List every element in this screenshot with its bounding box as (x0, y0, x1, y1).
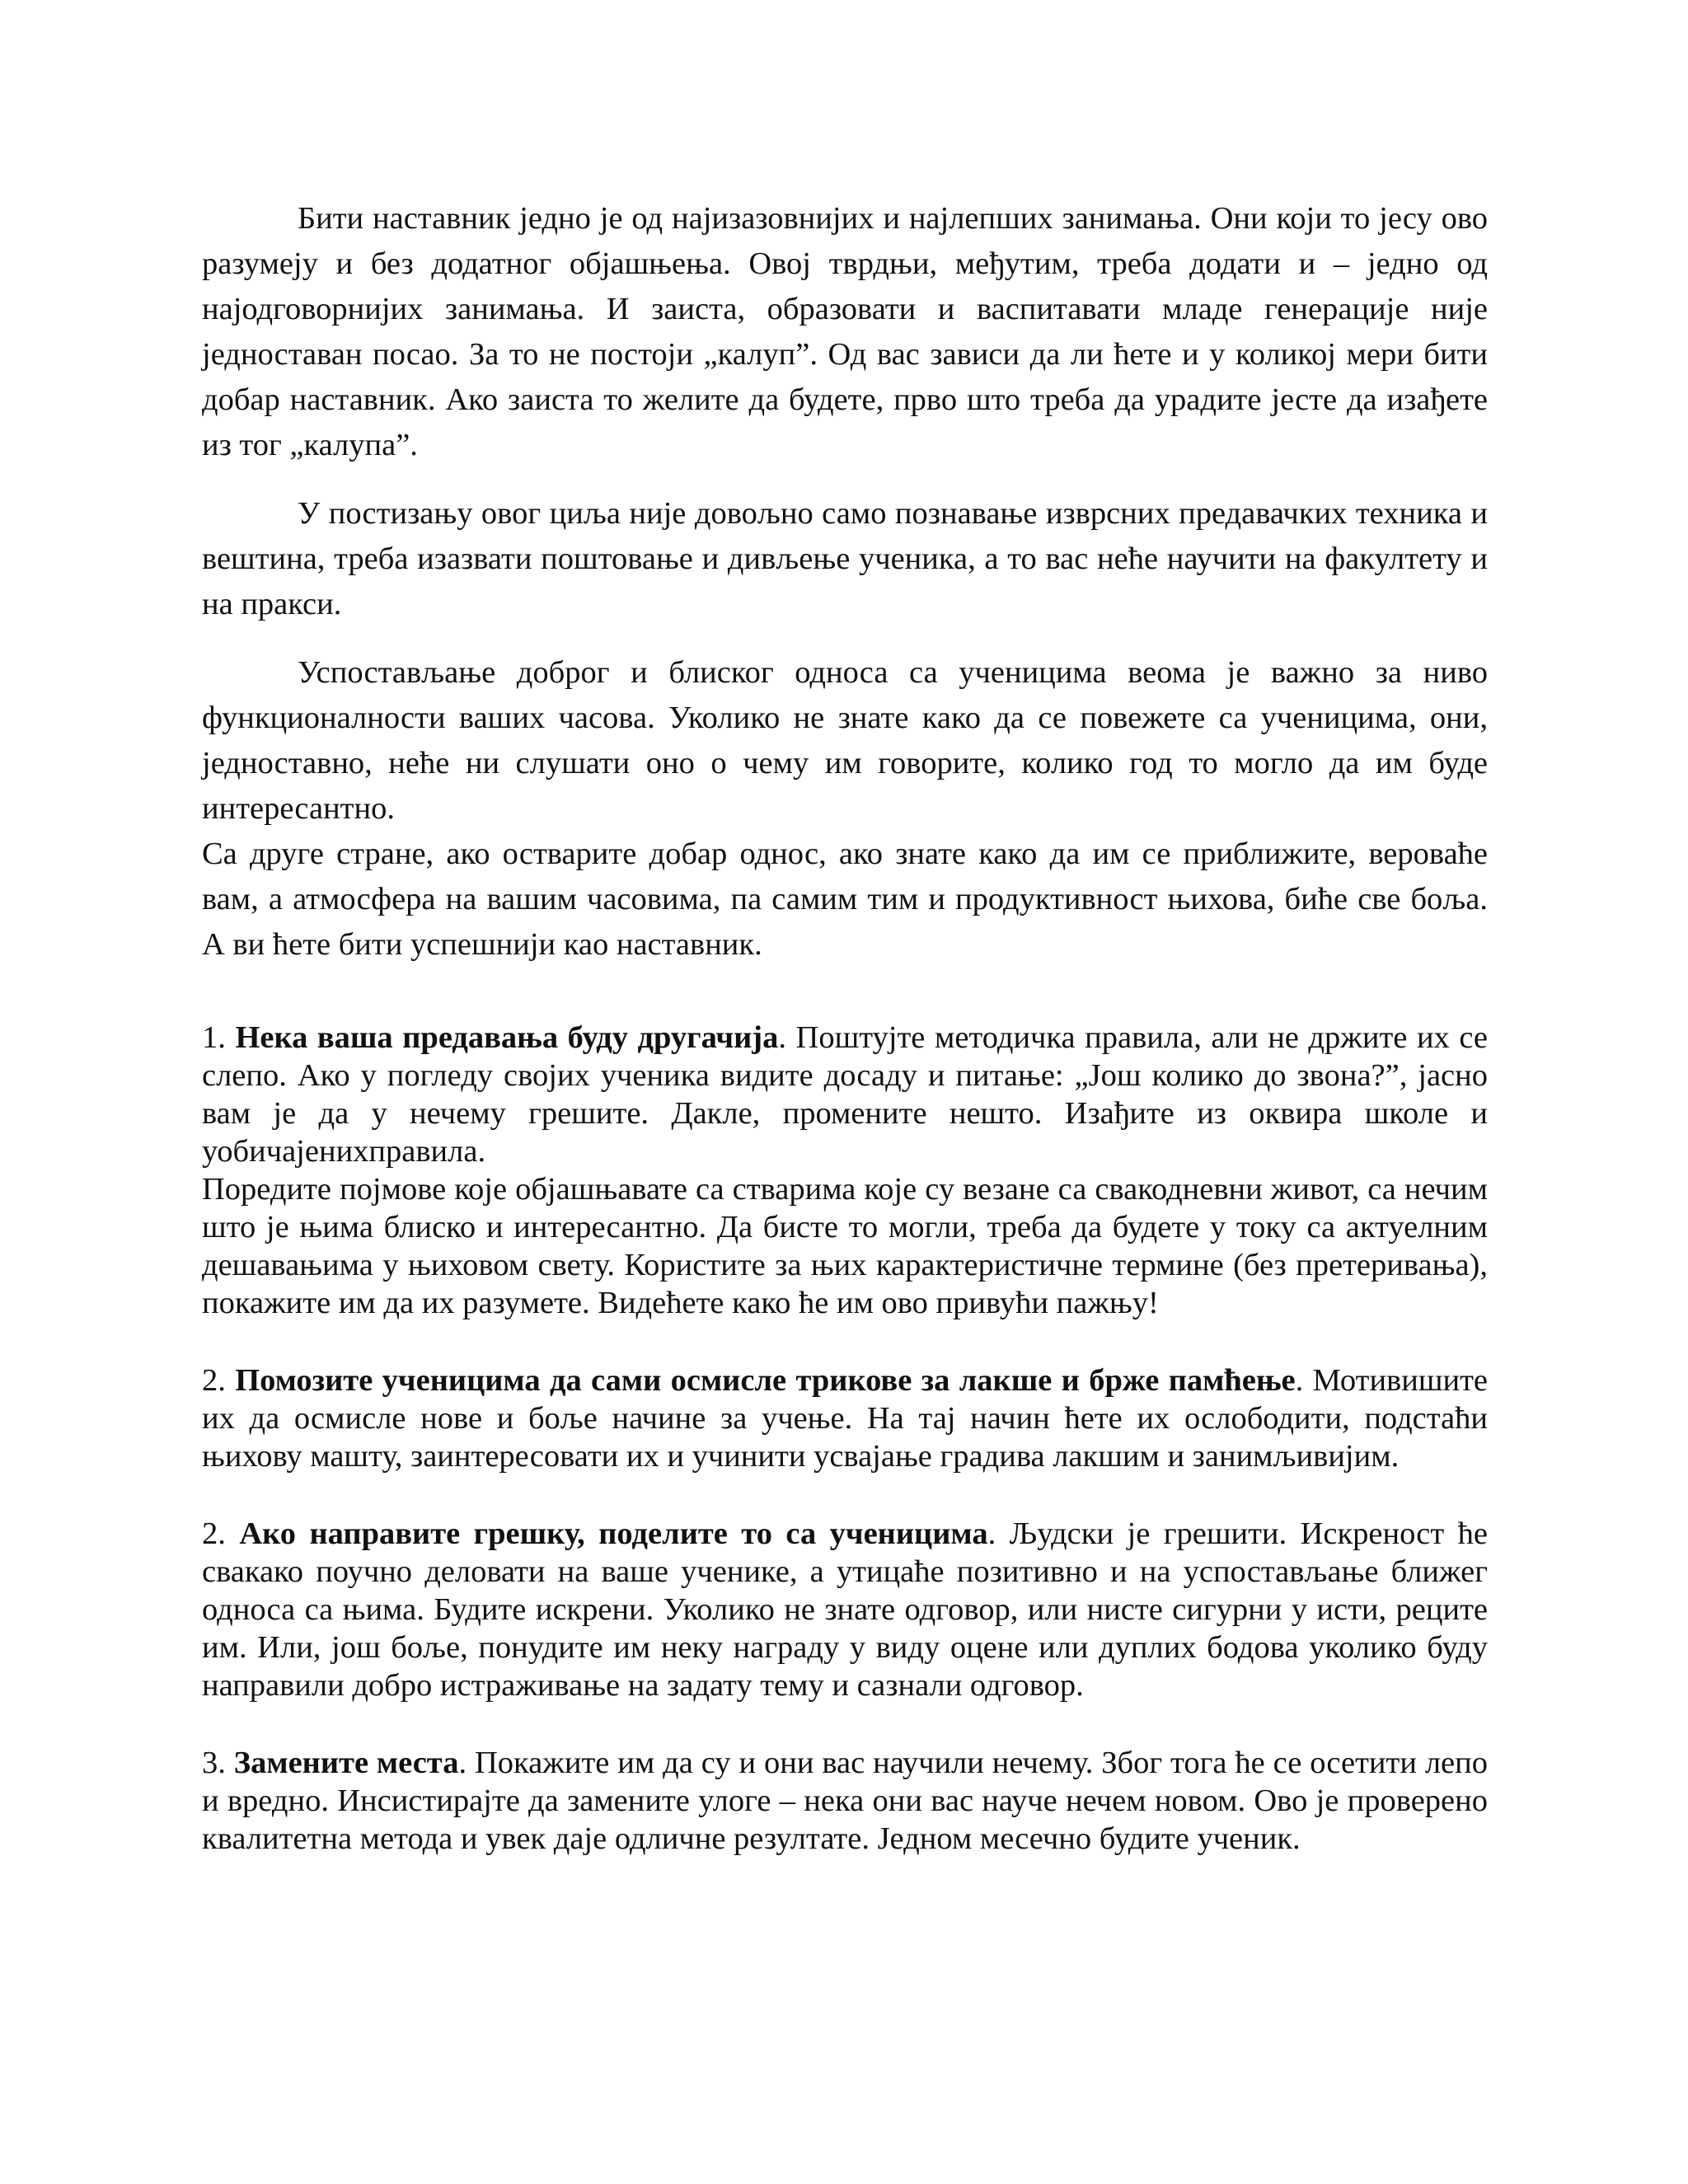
document-body (202, 196, 1488, 1858)
tips-list (202, 1019, 1488, 1858)
item-body: . Мотивишите их да осмисле нове и боље начине за учење. На тај начин ћете их ослободити, подстаћи њихову машту, заинтересовати их и учинити усвајање градива лакшим и занимљивијим. (202, 1363, 1488, 1474)
paragraph: Са друге стране, ако остварите добар однос, ако знате како да им се приближите, вероваће вам, а атмосфера на вашим часовима, па самим тим и продуктивност њихова, биће све боља. А ви ћете бити успешнији као наставник. (202, 837, 1488, 962)
list-item (202, 1361, 1488, 1475)
item-number: 1. (202, 1020, 226, 1055)
list-item-text (202, 1515, 1488, 1704)
list-item-extra: Поредите појмове које објашњавате са стварима које су везане са свакодневни живот, са нечим што је њима блиско и интересантно. Да бисте то могли, треба да будете у току са актуелним дешавањима у њиховом свету. Користите за њих карактеристичне термине (без претеривања), покажите им да их разумете. Видећете како ће им ово привући пажњу! (202, 1172, 1488, 1320)
item-body: . Покажите им да су и они вас научили нечему. Због тога ће се осетити лепо и вредно. Инсистирајте да замените улоге – нека они вас науче нечем новом. Ово је проверено квалитетна метода и увек даје одличне резултате. Једном месечно будите ученик. (202, 1746, 1488, 1856)
list-item-text (202, 1019, 1488, 1170)
item-number: 2. (202, 1516, 226, 1551)
list-item-text (202, 1361, 1488, 1475)
paragraph: У постизању овог циља није довољно само познавање изврсних предавачких техника и вештина, треба изазвати поштовање и дивљење ученика, а то вас неће научити на факултету и на пракси. (202, 496, 1488, 621)
item-title: Помозите ученицима да сами осмисле трикове за лакше и брже памћење (235, 1363, 1296, 1398)
item-number: 2. (202, 1363, 226, 1398)
item-body: . Поштујте методичка правила, али не држите их се слепо. Ако у погледу својих ученика видите досаду и питање: „Још колико до звона?”, јасно вам је да у нечему грешите. Дакле, промените нешто. Изађите из оквира школе и уобичајенихправила. (202, 1020, 1489, 1169)
item-title: Ако направите грешку, поделите то са ученицима (239, 1516, 988, 1551)
paragraph: Успостављање доброг и блиског односа са ученицима веома је важно за ниво функционалности ваших часова. Уколико не знате како да се повежете са ученицима, они, једноставно, неће ни слушати оно о чему им говорите, колико год то могло да им буде интересантно. (202, 655, 1488, 826)
item-title: Замените места (233, 1746, 459, 1780)
list-item (202, 1019, 1488, 1322)
item-number: 3. (202, 1746, 226, 1780)
paragraph: Бити наставник једно је од најизазовнијих и најлепших занимања. Они који то јесу ово разумеју и без додатног објашњења. Овој тврдњи, међутим, треба додати и – једно од најодговорнијих занимања. И заиста, образовати и васпитавати младе генерације није једноставан посао. За то не постоји „калуп”. Од вас зависи да ли ћете и у коликој мери бити добар наставник. Ако заиста то желите да будете, прво што треба да урадите јесте да изађете из тог „калупа”. (202, 201, 1488, 462)
list-item-text (202, 1744, 1488, 1858)
list-item (202, 1744, 1488, 1858)
list-item (202, 1515, 1488, 1704)
item-title: Нека ваша предавања буду другачија (235, 1020, 779, 1055)
item-body: . Људски је грешити. Искреност ће свакако поучно деловати на ваше ученике, а утицаће позитивно и на успостављање ближег односа са њима. Будите искрени. Уколико не знате одговор, или нисте сигурни у исти, реците им. Или, још боље, понудите им неку награду у виду оцене или дуплих бодова уколико буду направили добро истраживање на задату тему и сазнали одговор. (202, 1516, 1488, 1703)
intro-section (202, 196, 1488, 968)
